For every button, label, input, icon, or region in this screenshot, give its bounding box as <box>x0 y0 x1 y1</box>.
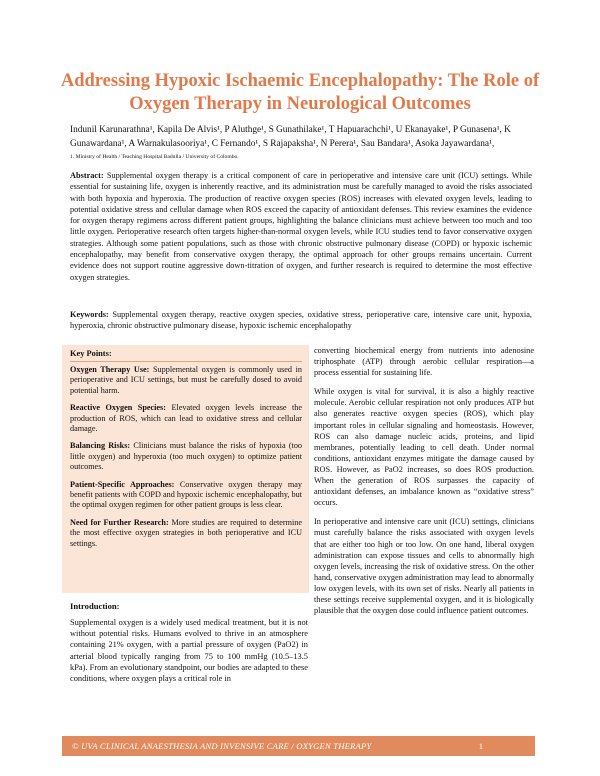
page-footer <box>62 736 535 756</box>
key-point <box>70 518 302 549</box>
key-point <box>70 403 302 434</box>
body-paragraph: While oxygen is vital for survival, it is also a highly reactive molecule. Aerobic cellular respiration not only produces ATP but also generates reactive oxygen species (ROS), which play important roles in cellular signaling and homeostasis. However, ROS can also damage nucleic acids, proteins, and lipid membranes, potentially leading to cell death. Under normal conditions, antioxidant enzymes mitigate the damage caused by ROS. However, as PaO2 increases, so does ROS production. When the generation of ROS surpasses the capacity of antioxidant defenses, an imbalance known as “oxidative stress” occurs. <box>314 387 534 508</box>
key-point-label: Reactive Oxygen Species: <box>70 403 166 413</box>
key-point-text: Elevated oxygen levels increase the production of ROS, which can lead to oxidative stress and cellular damage. <box>70 403 302 434</box>
right-column <box>314 345 534 624</box>
author-list: Indunil Karunarathna¹, Kapila De Alvis¹, P Aluthge¹, S Gunathilake¹, T Hapuarachchi¹, U Ekanayake¹, P Gunasena¹, K Gunawardana¹, A Warnakulasooriya¹, C Fernando¹, S Rajapaksha¹, N Perera¹, Sau Bandara¹, Asoka Jayawardana¹, <box>70 125 511 149</box>
key-point <box>70 441 302 472</box>
page-number: 1 <box>478 741 483 751</box>
footer-text: © UVA CLINICAL ANAESTHESIA AND INVENSIVE CARE / OXYGEN THERAPY <box>72 741 372 751</box>
key-point-text: More studies are required to determine the most effective oxygen strategies in both perioperative and ICU settings. <box>70 517 302 548</box>
key-point-label: Oxygen Therapy Use: <box>70 365 150 374</box>
key-point-label: Patient-Specific Approaches: <box>70 479 175 489</box>
abstract-text: Supplemental oxygen therapy is a critical component of care in perioperative and intensive care unit (ICU) settings. While essential for sustaining life, oxygen is inherently reactive, and its administration must be carefully managed to avoid the risks associated with both hypoxia and hyperoxia. The production of reactive oxygen species (ROS) increases with elevated oxygen levels, leading to potential oxidative stress and cellular damage when ROS exceed the capacity of antioxidant defenses. This review examines the evidence for oxygen therapy regimens across different patient groups, highlighting the balance clinicians must achieve between too much and too little oxygen. Perioperative research often targets higher-than-normal oxygen levels, while ICU studies tend to favor conservative oxygen strategies. Although some patient populations, such as those with chronic obstructive pulmonary disease (COPD) or hypoxic ischemic encephalopathy, may benefit from conservative oxygen therapy, the optimal approach for other groups remains uncertain. Current evidence does not support routine aggressive down-titration of oxygen, and further research is required to determine the most effective oxygen strategies. <box>70 171 532 282</box>
abstract-label: Abstract: <box>70 171 104 180</box>
abstract <box>70 170 532 283</box>
keywords <box>70 309 532 332</box>
keywords-label: Keywords: <box>70 310 109 319</box>
body-paragraph: In perioperative and intensive care unit (ICU) settings, clinicians must carefully balance the risks associated with oxygen levels that are either too high or too low. On one hand, liberal oxygen administration can expose tissues and cells to abnormally high oxygen levels, increasing the risk of oxidative stress. On the other hand, conservative oxygen administration may lead to abnormally low oxygen levels, with its own set of risks. Nearly all patients in these settings receive supplemental oxygen, and it is biologically plausible that the oxygen dose could influence patient outcomes. <box>314 517 534 616</box>
key-point-label: Balancing Risks: <box>70 441 131 451</box>
paper-title: Addressing Hypoxic Ischaemic Encephalopathy: The Role of Oxygen Therapy in Neurological Outcomes <box>60 71 540 114</box>
key-point-label: Need for Further Research: <box>70 517 169 527</box>
keywords-text: Supplemental oxygen therapy, reactive oxygen species, oxidative stress, perioperative care, intensive care unit, hypoxia, hyperoxia, chronic obstructive pulmonary disease, hypoxic ischemic encephalopathy <box>70 310 532 331</box>
introduction-heading: Introduction: <box>70 601 120 611</box>
key-point-text: Clinicians must balance the risks of hypoxia (too little oxygen) and hyperoxia (too much oxygen) to optimize patient outcomes. <box>70 441 303 472</box>
key-points-box <box>62 345 309 593</box>
key-points-title: Key Points: <box>70 347 302 362</box>
key-point-text: Conservative oxygen therapy may benefit patients with COPD and hypoxic ischemic encephalopathy, but the optimal oxygen regimen for other patient groups is less clear. <box>70 479 302 510</box>
affiliation: 1. Ministry of Health / Teaching Hospital Badulla / University of Colombo. <box>70 154 239 160</box>
body-paragraph: converting biochemical energy from nutrients into adenosine triphosphate (ATP) through aerobic cellular respiration—a process essential for sustaining life. <box>314 346 534 378</box>
key-point <box>70 480 302 511</box>
introduction-paragraph: Supplemental oxygen is a widely used medical treatment, but it is not without potential risks. Humans evolved to thrive in an atmosphere containing 21% oxygen, with a partial pressure of oxygen (PaO2) in arterial blood typically ranging from 75 to 100 mmHg (10.5–13.5 kPa). From an evolutionary standpoint, our bodies are adapted to these conditions, where oxygen plays a critical role in <box>70 618 308 684</box>
key-point <box>70 365 302 396</box>
key-point-text: Supplemental oxygen is commonly used in perioperative and ICU settings, but must be carefully dosed to avoid potential harm. <box>70 365 302 395</box>
